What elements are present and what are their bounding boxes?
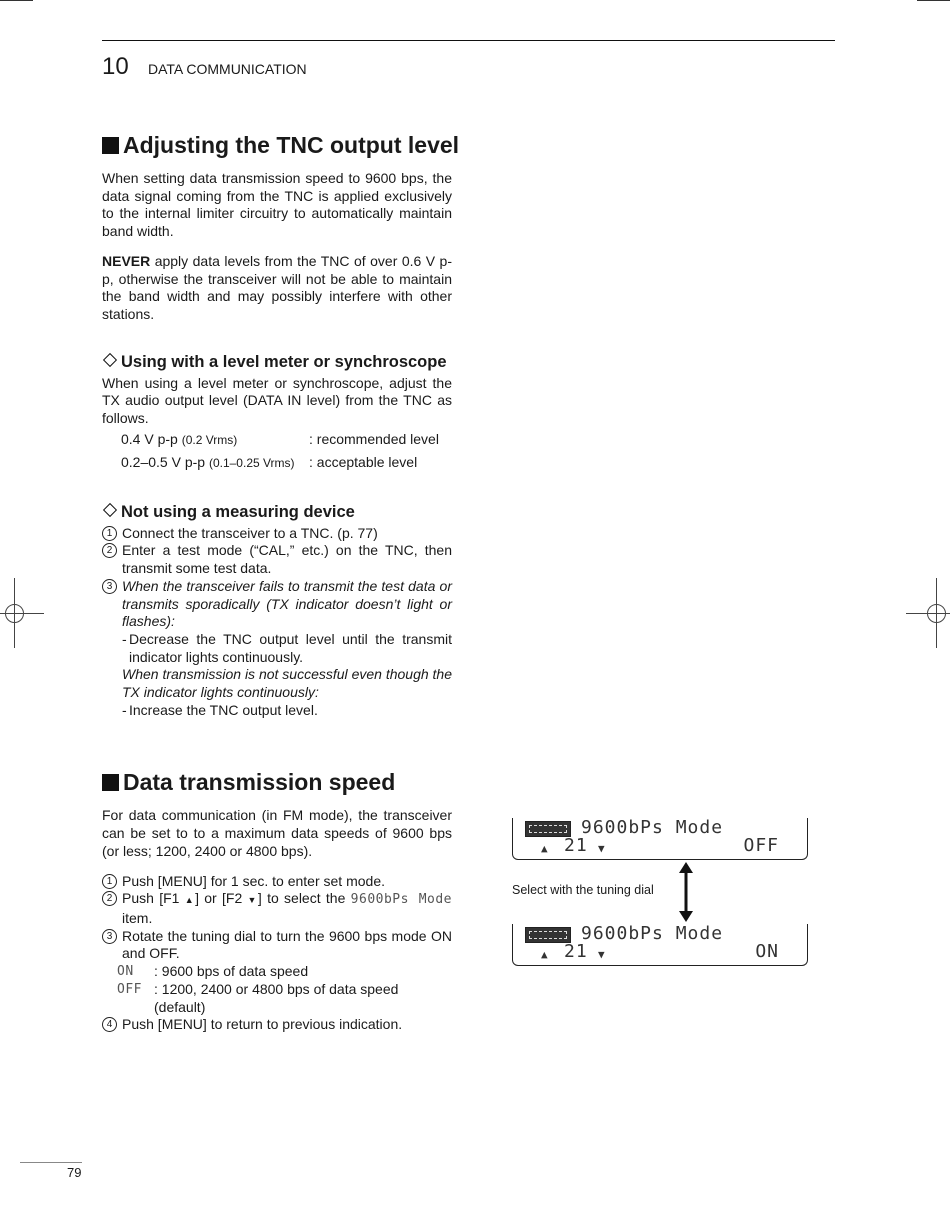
circled-number: 2 [102,891,117,906]
square-bullet-icon [102,774,119,791]
circled-number: 1 [102,526,117,541]
subheading-level-meter: Using with a level meter or synchroscope [102,351,452,373]
crop-mark [917,0,950,1]
level-row: 0.4 V p-p (0.2 Vrms) : recommended level [121,430,439,447]
step-item: 2 Enter a test mode (“CAL,” etc.) on the TNC, then transmit some test data. [102,542,452,577]
chapter-number: 10 [102,53,129,80]
down-arrow-icon: ▼ [598,948,605,961]
option-row: ON : 9600 bps of data speed [117,963,309,980]
step-item: 4 Push [MENU] to return to previous indication. [102,1016,452,1034]
step-item: 2 Push [F1 ▲] or [F2 ▼] to select the 9600bPs Mode item. [102,890,452,927]
page-number: 79 [67,1165,82,1180]
lcd-state-value: ON [755,941,779,962]
lcd-item-name: 9600bPs Mode [350,892,453,908]
registration-mark-left [0,578,44,648]
down-arrow-icon: ▼ [598,842,605,855]
up-arrow-icon: ▲ [541,842,548,855]
paragraph: When using a level meter or synchroscope, adjust the TX audio output level (DATA IN level) from the TNC as follows. [102,374,452,427]
level-row: 0.2–0.5 V p-p (0.1–0.25 Vrms) : acceptable level [121,453,418,470]
option-row: OFF : 1200, 2400 or 4800 bps of data speed (default) [117,980,399,1015]
circled-number: 2 [102,543,117,558]
down-arrow-icon: ▼ [247,895,258,906]
diamond-bullet-icon [103,353,117,367]
footer-rule [20,1162,82,1163]
main-column [102,128,460,1034]
paragraph: When setting data transmission speed to 9600 bps, the data signal coming from the TNC is applied exclusively to the internal limiter circuitry to automatically maintain band width. [102,170,452,240]
step-item: 1 Connect the transceiver to a TNC. (p. 77) [102,525,452,543]
circled-number: 3 [102,929,117,944]
chapter-title: DATA COMMUNICATION [148,61,307,77]
up-arrow-icon: ▲ [541,948,548,961]
paragraph: For data communication (in FM mode), the transceiver can be set to to a maximum data speeds of 9600 bps (or less; 1200, 2400 or 4800 bps). [102,807,452,859]
dial-instruction-label: Select with the tuning dial [512,883,654,897]
step-item: 1 Push [MENU] for 1 sec. to enter set mode. [102,873,452,891]
circled-number: 4 [102,1017,117,1032]
header-rule [102,40,835,41]
circled-number: 3 [102,579,117,594]
double-arrow-icon [676,862,696,922]
warning-paragraph: NEVER apply data levels from the TNC of over 0.6 V p-p, otherwise the transceiver will not be able to maintain the band width and may possibly interfere with other stations. [102,252,452,322]
crop-mark [0,0,33,1]
step-item: 3 Rotate the tuning dial to turn the 9600 bps mode ON and OFF. [102,928,452,963]
circled-number: 1 [102,874,117,889]
lcd-display-off: 9600bPs Mode ▲ 21 ▼ OFF [512,818,808,860]
section-heading-tnc-level: Adjusting the TNC output level [102,128,452,162]
subheading-no-measuring-device: Not using a measuring device [102,501,452,523]
lcd-display-on: 9600bPs Mode ▲ 21 ▼ ON [512,924,808,966]
lcd-state-value: OFF [743,835,779,856]
square-bullet-icon [102,137,119,154]
diamond-bullet-icon [103,503,117,517]
step-item: 3 When the transceiver fails to transmit the test data or transmits sporadically (TX indicator doesn’t light or flashes): - Decrease the TNC output level until the transmit indicator lights continuously. When transmission is not successful even though the TX indicator lights continuously: - Increase the TNC output level. [102,578,452,720]
up-arrow-icon: ▲ [184,895,196,906]
registration-mark-right [906,578,950,648]
section-heading-data-speed: Data transmission speed [102,765,452,799]
